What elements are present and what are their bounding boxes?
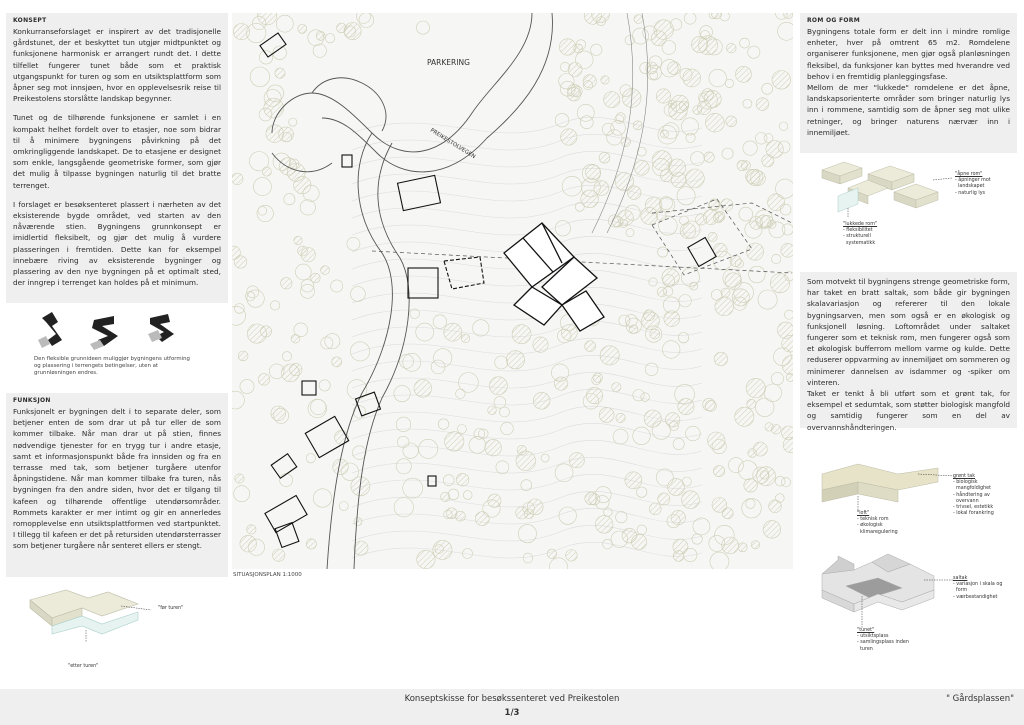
- green-roof-diagram: [818, 460, 958, 514]
- label-after-trip: "etter turen": [68, 664, 99, 669]
- concept-shape-1: [38, 312, 62, 348]
- label-before-trip: "før turen": [158, 606, 184, 611]
- label-green-roof-title: grønt tak: [953, 474, 975, 479]
- existing-buildings: [260, 33, 716, 548]
- dashed-building: [444, 257, 484, 289]
- label-open-rooms-title: "åpne rom": [955, 172, 983, 177]
- rom-og-form-panel: [800, 13, 1017, 153]
- label-green-roof: [953, 474, 994, 517]
- project-name: " Gårdsplassen": [946, 694, 1014, 704]
- konsept-heading: KONSEPT: [13, 17, 47, 24]
- label-saltak-title: saltak: [953, 576, 968, 581]
- label-closed-rooms-items: - fleksibilitet - strukturell systematikk: [843, 228, 876, 246]
- new-visitor-center: [504, 223, 604, 331]
- label-tunet-title: "tunet": [857, 628, 875, 633]
- motvekt-paragraph-1: Som motvekt til bygningens strenge geometriske form, har taket en bratt saltak, som både gir bygningen skalavariasjon og refererer til den lokale bygningsarven, men som også er en økologisk og funksjonell løsning. Loftområdet under saltaket fungerer som et teknisk rom, men fungerer også som et økologisk bufferrom mellom varme og kulde. Dette reduserer oppvarming av innemiljøet om sommeren og minimerer dannelsen av isdammer og -spiker om vinteren.: [807, 277, 1010, 387]
- konsept-paragraph-3: I forslaget er besøksenteret plassert i nærheten av det eksisterende bygde området, ved starten av den nåværende stien. Bygningens grunnkonsept er imidlertid fleksibelt, og gjør det mulig å vurdere plasseringen i fremtiden. Dette kan for eksempel innebære riving av eksisterende bygninger og plassering av den nye bygningen på et optimalt sted, der inngrep i terrenget kan holdes på et minimum.: [13, 199, 221, 288]
- label-open-rooms-items: - åpninger mot landskapet - naturlig lys: [955, 178, 991, 196]
- site-plan-map: [232, 13, 793, 569]
- label-tunet: [857, 628, 909, 653]
- label-saltak-items: - variasjon i skala og form - værbestandighet: [953, 582, 1003, 600]
- road-name-label: PREIKESTOLVEGEN: [428, 127, 477, 161]
- concept-shape-2: [90, 316, 118, 350]
- function-volume-diagram: [26, 584, 156, 644]
- rom-paragraph-1: Bygningens totale form er delt inn i mindre romlige enheter, hver på omtrent 65 m2. Romdelene organiserer funksjonene, men gjør også planløsningen fleksibel, da funksjoner kan byttes med hverandre ved behov i en fremtidig planleggingsfase.: [807, 27, 1010, 81]
- funksjon-panel: [6, 393, 228, 577]
- concept-shape-3: [148, 314, 174, 342]
- konsept-paragraph-1: Konkurranseforslaget er inspirert av det tradisjonelle gårdstunet, der et beskyttet tun utgjør midtpunktet og funksjonene harmonisk er arrangert rundt det. I dette tilfellet fungerer tunet både som et praktisk utgangspunkt for turen og som en utsiktsplattform som åpner seg mot innsjøen, hvor en opplevelsesrik reise til Preikestolens storslåtte landskap begynner.: [13, 27, 221, 104]
- label-loft-title: "loft": [857, 511, 870, 516]
- page-number: 1/3: [504, 708, 520, 718]
- label-green-roof-items: - biologisk mangfoldighet - håndtering av overvann - trivsel, estetikk - lokal forankring: [953, 480, 994, 517]
- room-units-diagram: [818, 158, 958, 218]
- konsept-caption: Den fleksible grunnideen muliggjør bygningens utforming og plassering i terrengets betingelser, uten at grunnløsningen endres.: [34, 356, 190, 376]
- label-saltak: [953, 576, 1002, 601]
- label-open-rooms: [955, 172, 991, 197]
- label-loft: [857, 511, 898, 536]
- parking-label: PARKERING: [427, 58, 470, 67]
- label-loft-items: - teknisk rom - økologisk klimaregulering: [857, 517, 898, 535]
- footer-bar: [0, 689, 1024, 725]
- label-closed-rooms: [843, 222, 877, 247]
- rom-paragraph-2: Mellom de mer "lukkede" romdelene er det åpne, landskapsorienterte områder som bringer naturlig lys inn i rommene, samtidig som de åpner seg mot ulike retninger, og bringer naturens nærvær inn i innemiljøet.: [807, 83, 1010, 137]
- funksjon-heading: FUNKSJON: [13, 397, 51, 404]
- konsept-paragraph-2: Tunet og de tilhørende funksjonene er samlet i en kompakt helhet fordelt over to etasjer, noe som bidrar til å minimere bygningens påvirkning på det omkringliggende landskapet. De to etasjene er designet som enkle, langsgående geometriske former, som gjør det mulig å tilpasse bygningen naturlig til det bratte terrenget.: [13, 113, 221, 190]
- flexible-concept-diagram: [28, 310, 188, 352]
- label-closed-rooms-title: "lukkede rom": [843, 222, 878, 227]
- konsept-panel: [6, 13, 228, 303]
- site-plan-drawing: [232, 13, 793, 569]
- pitched-roof-diagram: [818, 550, 958, 630]
- roof-form-panel: [800, 272, 1017, 432]
- label-tunet-items: - utsiktsplass - samlingsplass inden turen: [857, 634, 909, 652]
- motvekt-paragraph-2: Taket er tenkt å bli utført som et grønt tak, for eksempel et sedumtak, som støtter biologisk mangfold og samtidig fungerer som en del av overvannshåndteringen.: [807, 389, 1010, 432]
- footer-title: Konseptskisse for besøkssenteret ved Preikestolen: [404, 694, 620, 704]
- funksjon-paragraph: Funksjonelt er bygningen delt i to separate deler, som betjener enten de som drar ut på tur eller de som kommer tilbake. Når man drar ut på stien, finnes nødvendige tjenester for en trygg tur i andre etasje, samt et informasjonspunkt både fra innsiden og fra en terrasse med tak, som betjener turgåere utenfor åpningstidene. Når man kommer tilbake fra turen, nås bygningen fra den andre siden, hvor det er tilgang til kafeen og tilhørende offentlige utendørsområder. Rommets karakter er mer intimt og gir en annerledes romopplevelse enn utsiktsplattformen ved startpunktet. I tillegg til kafeen er det på retursiden utendørsterrasser som betjener turgåere når senteret ellers er stengt.: [13, 407, 221, 551]
- rom-heading: ROM OG FORM: [807, 17, 860, 24]
- tree-canopy: [232, 13, 793, 569]
- situation-plan-scale: SITUASJONSPLAN 1:1000: [233, 572, 302, 578]
